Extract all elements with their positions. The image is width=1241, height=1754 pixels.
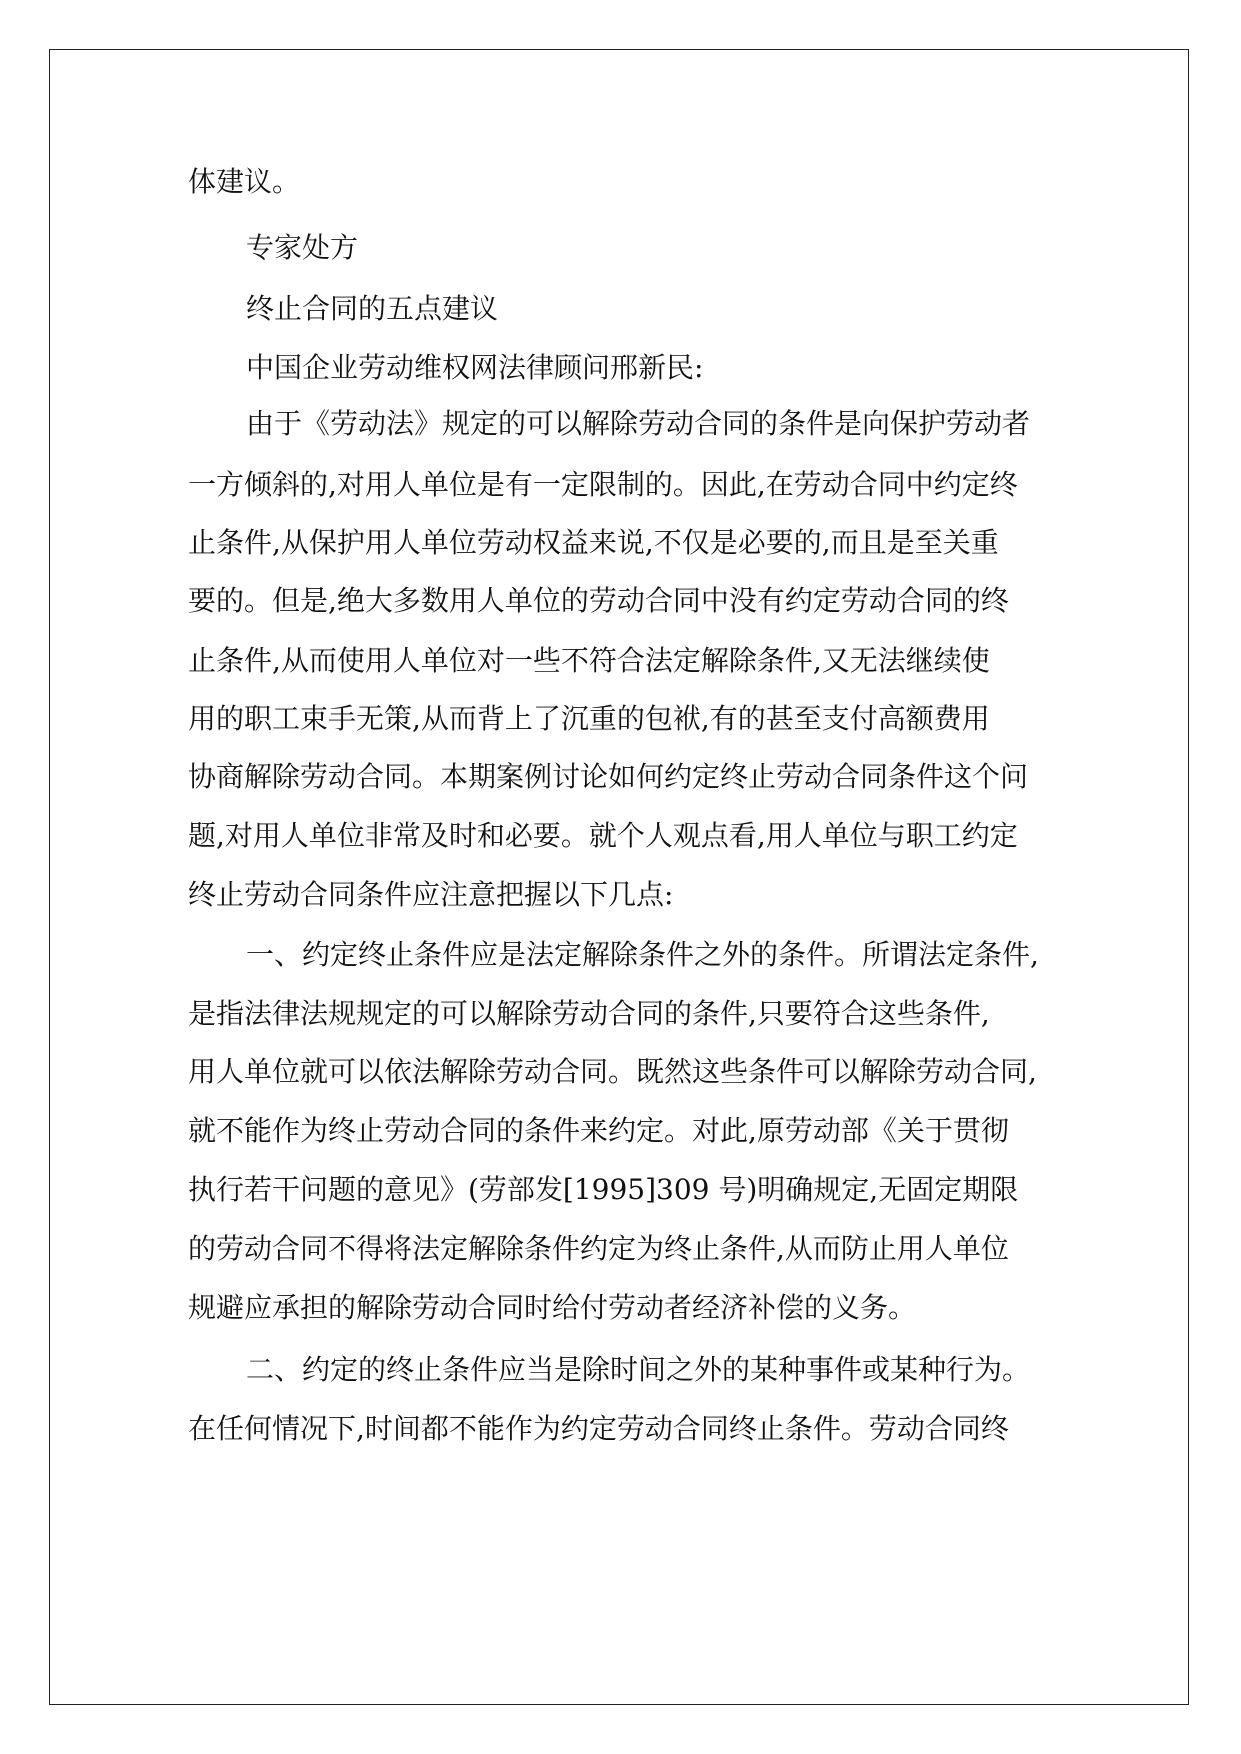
paragraph-line: 二、约定的终止条件应当是除时间之外的某种事件或某种行为。 xyxy=(246,1353,1031,1386)
paragraph-line: 在任何情况下,时间都不能作为约定劳动合同终止条件。劳动合同终 xyxy=(188,1412,1009,1445)
article-title: 终止合同的五点建议 xyxy=(246,292,499,325)
paragraph-line: 止条件,从保护用人单位劳动权益来说,不仅是必要的,而且是至关重 xyxy=(188,526,999,559)
paragraph-line: 就不能作为终止劳动合同的条件来约定。对此,原劳动部《关于贯彻 xyxy=(188,1114,1009,1147)
section-heading: 专家处方 xyxy=(246,231,359,264)
paragraph-line: 用的职工束手无策,从而背上了沉重的包袱,有的甚至支付高额费用 xyxy=(188,702,990,735)
paragraph-line: 体建议。 xyxy=(188,165,301,198)
paragraph-line: 由于《劳动法》规定的可以解除劳动合同的条件是向保护劳动者 xyxy=(246,407,1031,440)
paragraph-line: 的劳动合同不得将法定解除条件约定为终止条件,从而防止用人单位 xyxy=(188,1232,1009,1265)
paragraph-line: 执行若干问题的意见》(劳部发[1995]309 号)明确规定,无固定期限 xyxy=(188,1173,1019,1206)
paragraph-line: 止条件,从而使用人单位对一些不符合法定解除条件,又无法继续使 xyxy=(188,644,990,677)
paragraph-line: 用人单位就可以依法解除劳动合同。既然这些条件可以解除劳动合同, xyxy=(188,1055,1037,1088)
paragraph-line: 是指法律法规规定的可以解除劳动合同的条件,只要符合这些条件, xyxy=(188,997,990,1030)
paragraph-line: 协商解除劳动合同。本期案例讨论如何约定终止劳动合同条件这个问 xyxy=(188,760,1029,793)
paragraph-line: 规避应承担的解除劳动合同时给付劳动者经济补偿的义务。 xyxy=(188,1291,917,1324)
paragraph-line: 题,对用人单位非常及时和必要。就个人观点看,用人单位与职工约定 xyxy=(188,819,1018,852)
paragraph-line: 一、约定终止条件应是法定解除条件之外的条件。所谓法定条件, xyxy=(246,938,1039,971)
paragraph-line: 要的。但是,绝大多数用人单位的劳动合同中没有约定劳动合同的终 xyxy=(188,584,1009,617)
paragraph-line: 一方倾斜的,对用人单位是有一定限制的。因此,在劳动合同中约定终 xyxy=(188,468,1018,501)
author-line: 中国企业劳动维权网法律顾问邢新民: xyxy=(246,351,704,384)
paragraph-line: 终止劳动合同条件应注意把握以下几点: xyxy=(188,878,674,911)
